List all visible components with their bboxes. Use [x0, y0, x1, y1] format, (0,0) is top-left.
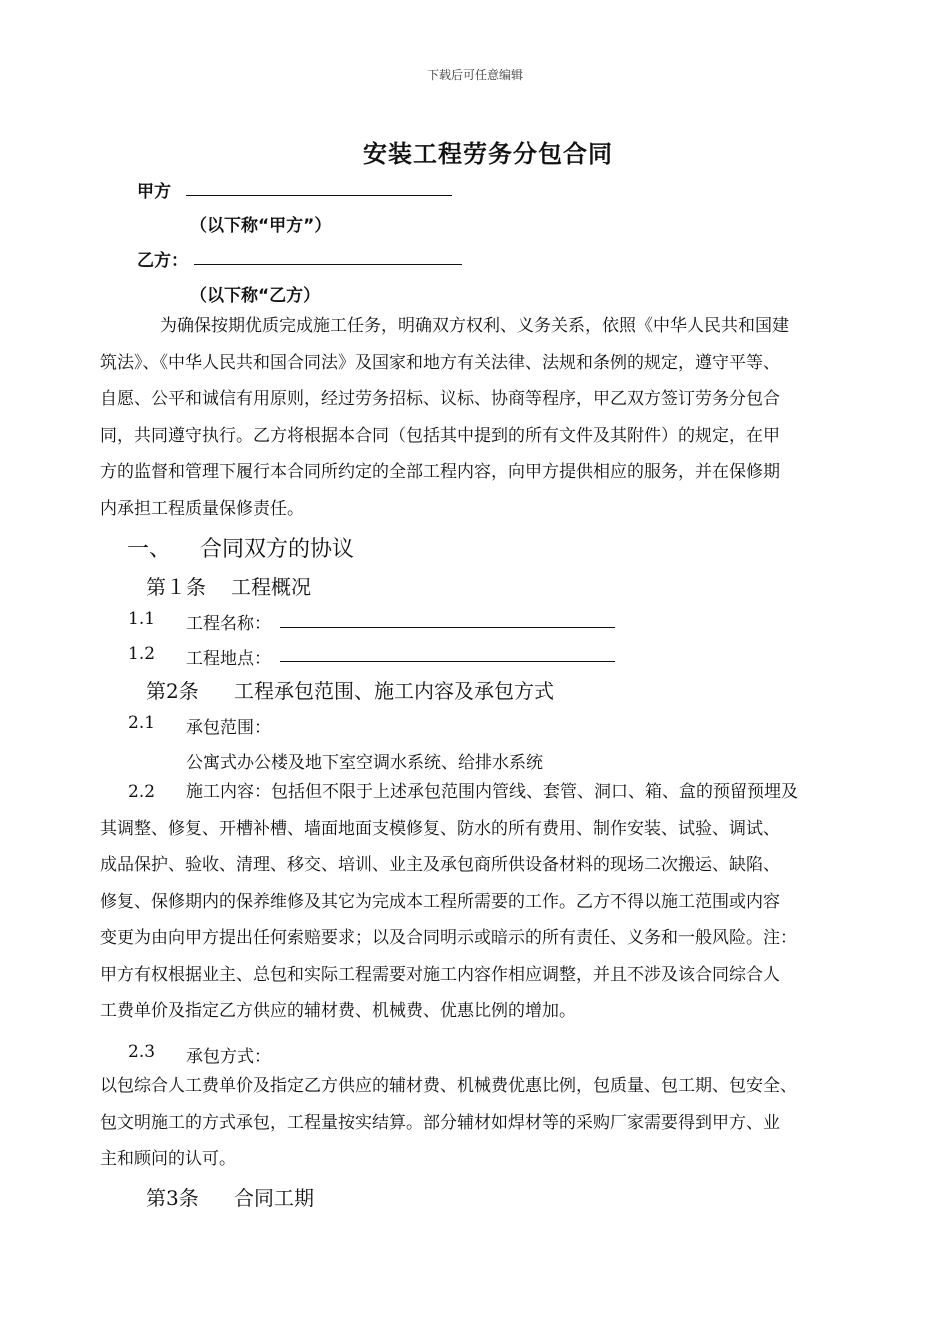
content-line: 成品保护、验收、清理、移交、培训、业主及承包商所供设备材料的现场二次搬运、缺陷、	[100, 855, 780, 875]
intro-paragraph	[0, 308, 950, 527]
intro-line: 为确保按期优质完成施工任务，明确双方权利、义务关系，依照《中华人民共和国建	[160, 316, 789, 336]
project-name-label: 工程名称：	[186, 614, 271, 634]
article-title: 工程概况	[231, 575, 311, 599]
intro-line: 内承担工程质量保修责任。	[100, 498, 304, 519]
content-line: 施工内容：包括但不限于上述承包范围内管线、套管、洞口、箱、盒的预留预埋及	[186, 782, 798, 802]
intro-line: 同，共同遵守执行。乙方将根据本合同（包括其中提到的所有文件及其附件）的规定，在甲	[100, 425, 780, 446]
article-title: 工程承包范围、施工内容及承包方式	[234, 679, 554, 703]
content-line: 变更为由向甲方提出任何索赔要求；以及合同明示或暗示的所有责任、义务和一般风险。注：	[100, 928, 797, 948]
contract-method-paragraph	[0, 1068, 950, 1178]
item-number: 2.1	[128, 713, 156, 733]
party-b-label: 乙方：	[137, 251, 188, 271]
content-line: 修复、保修期内的保养维修及其它为完成本工程所需要的工作。乙方不得以施工范围或内容	[100, 891, 780, 912]
scope-label: 承包范围：	[186, 718, 271, 738]
article-number: 第2条	[146, 679, 199, 703]
party-a-label: 甲方	[137, 182, 171, 202]
content-line: 工费单价及指定乙方供应的辅材费、机械费、优惠比例的增加。	[100, 1001, 576, 1021]
party-a-blank[interactable]	[186, 195, 452, 196]
party-a-note: （以下称“甲方”）	[190, 216, 332, 236]
construction-content-paragraph	[0, 774, 950, 1030]
content-line: 其调整、修复、开槽补槽、墙面地面支模修复、防水的所有费用、制作安装、试验、调试、	[100, 818, 780, 839]
contract-method-label: 承包方式：	[186, 1047, 271, 1067]
article-number: 第3条	[146, 1186, 199, 1210]
project-name-blank[interactable]	[280, 627, 615, 628]
header-note: 下载后可任意编辑	[426, 68, 523, 82]
party-b-blank[interactable]	[194, 264, 462, 265]
intro-line: 自愿、公平和诚信有用原则，经过劳务招标、议标、协商等程序，甲乙双方签订劳务分包合	[100, 389, 780, 409]
article-number: 第１条	[146, 575, 206, 599]
intro-line: 筑法》、《中华人民共和国合同法》及国家和地方有关法律、法规和条例的规定，遵守平等、	[100, 352, 780, 373]
item-number: 1.1	[128, 609, 156, 629]
item-number: 2.2	[128, 782, 156, 802]
section-title: 合同双方的协议	[200, 537, 355, 562]
article-title: 合同工期	[234, 1186, 314, 1210]
section-number: 一、	[127, 537, 172, 562]
intro-line: 方的监督和管理下履行本合同所约定的全部工程内容，向甲方提供相应的服务，并在保修期	[100, 462, 780, 482]
item-number: 2.3	[128, 1042, 156, 1062]
contract-title: 安装工程劳务分包合同	[363, 140, 613, 168]
party-b-note: （以下称“乙方）	[190, 286, 321, 306]
content-line: 包文明施工的方式承包，工程量按实结算。部分辅材如焊材等的采购厂家需要得到甲方、业	[100, 1112, 780, 1133]
item-number: 1.2	[128, 644, 156, 664]
content-line: 甲方有权根据业主、总包和实际工程需要对施工内容作相应调整，并且不涉及该合同综合人	[100, 964, 780, 985]
scope-content: 公寓式办公楼及地下室空调水系统、给排水系统	[186, 753, 543, 773]
project-location-blank[interactable]	[280, 661, 615, 662]
content-line: 主和顾问的认可。	[100, 1149, 236, 1169]
content-line: 以包综合人工费单价及指定乙方供应的辅材费、机械费优惠比例，包质量、包工期、包安全、	[100, 1076, 797, 1096]
project-location-label: 工程地点：	[186, 649, 271, 669]
